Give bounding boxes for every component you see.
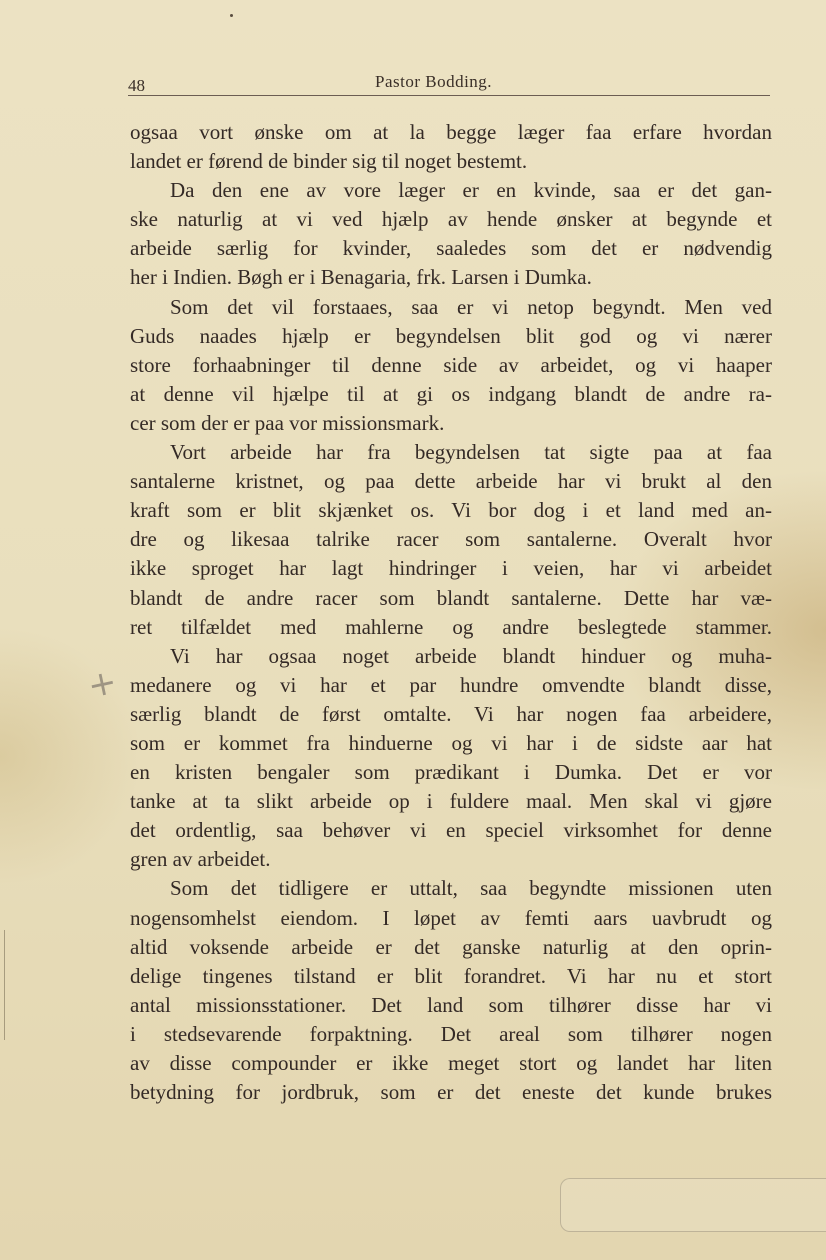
text-line: blandt de andre racer som blandt santalerne. Dette har væ- [130, 585, 772, 610]
text-line: Som det vil forstaaes, saa er vi netop begyndt. Men ved [170, 294, 772, 319]
text-line: ogsaa vort ønske om at la begge læger faa erfare hvordan [130, 120, 772, 144]
text-line: Guds naades hjælp er begyndelsen blit god og vi nærer [130, 323, 772, 348]
text-line: santalerne kristnet, og paa dette arbeide har vi brukt al den [130, 469, 772, 494]
body-text [130, 118, 772, 1107]
text-line: cer som der er paa vor missionsmark. [130, 410, 445, 435]
text-line: som er kommet fra hinduerne og vi har i de sidste aar hat [130, 730, 772, 755]
header-rule [128, 95, 770, 96]
text-line: Vort arbeide har fra begyndelsen tat sigte paa at faa [170, 440, 772, 465]
text-line: av disse compounder er ikke meget stort og landet har liten [130, 1051, 772, 1075]
print-speck [230, 14, 233, 17]
text-line: Da den ene av vore læger er en kvinde, saa er det gan- [170, 178, 772, 203]
text-line: Som det tidligere er uttalt, saa begyndte missionen uten [170, 876, 772, 901]
text-line: her i Indien. Bøgh er i Benagaria, frk. Larsen i Dumka. [130, 265, 592, 290]
text-line: landet er førend de binder sig til noget bestemt. [130, 149, 528, 174]
text-line: gren av arbeidet. [130, 847, 271, 872]
text-line: arbeide særlig for kvinder, saaledes som det er nødvendig [130, 236, 772, 261]
text-line: dre og likesaa talrike racer som santalerne. Overalt hvor [130, 527, 772, 552]
text-line: at denne vil hjælpe til at gi os indgang blandt de andre ra- [130, 381, 772, 406]
text-line: kraft som er blit skjænket os. Vi bor dog i et land med an- [130, 498, 772, 523]
paper-stain [560, 1178, 826, 1232]
text-line: tanke at ta slikt arbeide op i fuldere maal. Men skal vi gjøre [130, 789, 772, 814]
text-line: betydning for jordbruk, som er det eneste det kunde brukes [130, 1080, 772, 1105]
text-line: medanere og vi har et par hundre omvendte blandt disse, [130, 672, 772, 697]
text-line: antal missionsstationer. Det land som tilhører disse har vi [130, 992, 772, 1017]
text-line: ikke sproget har lagt hindringer i veien, har vi arbeidet [130, 556, 772, 581]
text-line: ske naturlig at vi ved hjælp av hende ønsker at begynde et [130, 207, 772, 232]
page-edge-mark [4, 930, 5, 1040]
text-line: særlig blandt de først omtalte. Vi har nogen faa arbeidere, [130, 701, 772, 726]
running-title: Pastor Bodding. [375, 72, 493, 91]
margin-annotation: + [84, 661, 121, 707]
text-line: en kristen bengaler som prædikant i Dumka. Det er vor [130, 760, 772, 785]
text-line: store forhaabninger til denne side av arbeidet, og vi haaper [130, 352, 772, 377]
text-line: nogensomhelst eiendom. I løpet av femti aars uavbrudt og [130, 905, 772, 930]
text-line: altid voksende arbeide er det ganske naturlig at den oprin- [130, 934, 772, 959]
text-line: Vi har ogsaa noget arbeide blandt hinduer og muha- [170, 643, 772, 668]
text-line: i stedsevarende forpaktning. Det areal som tilhører nogen [130, 1021, 772, 1046]
text-line: delige tingenes tilstand er blit forandret. Vi har nu et stort [130, 963, 772, 988]
text-line: ret tilfældet med mahlerne og andre beslegtede stammer. [130, 614, 772, 639]
text-line: det ordentlig, saa behøver vi en speciel virksomhet for denne [130, 818, 772, 843]
page-number: 48 [128, 76, 145, 95]
